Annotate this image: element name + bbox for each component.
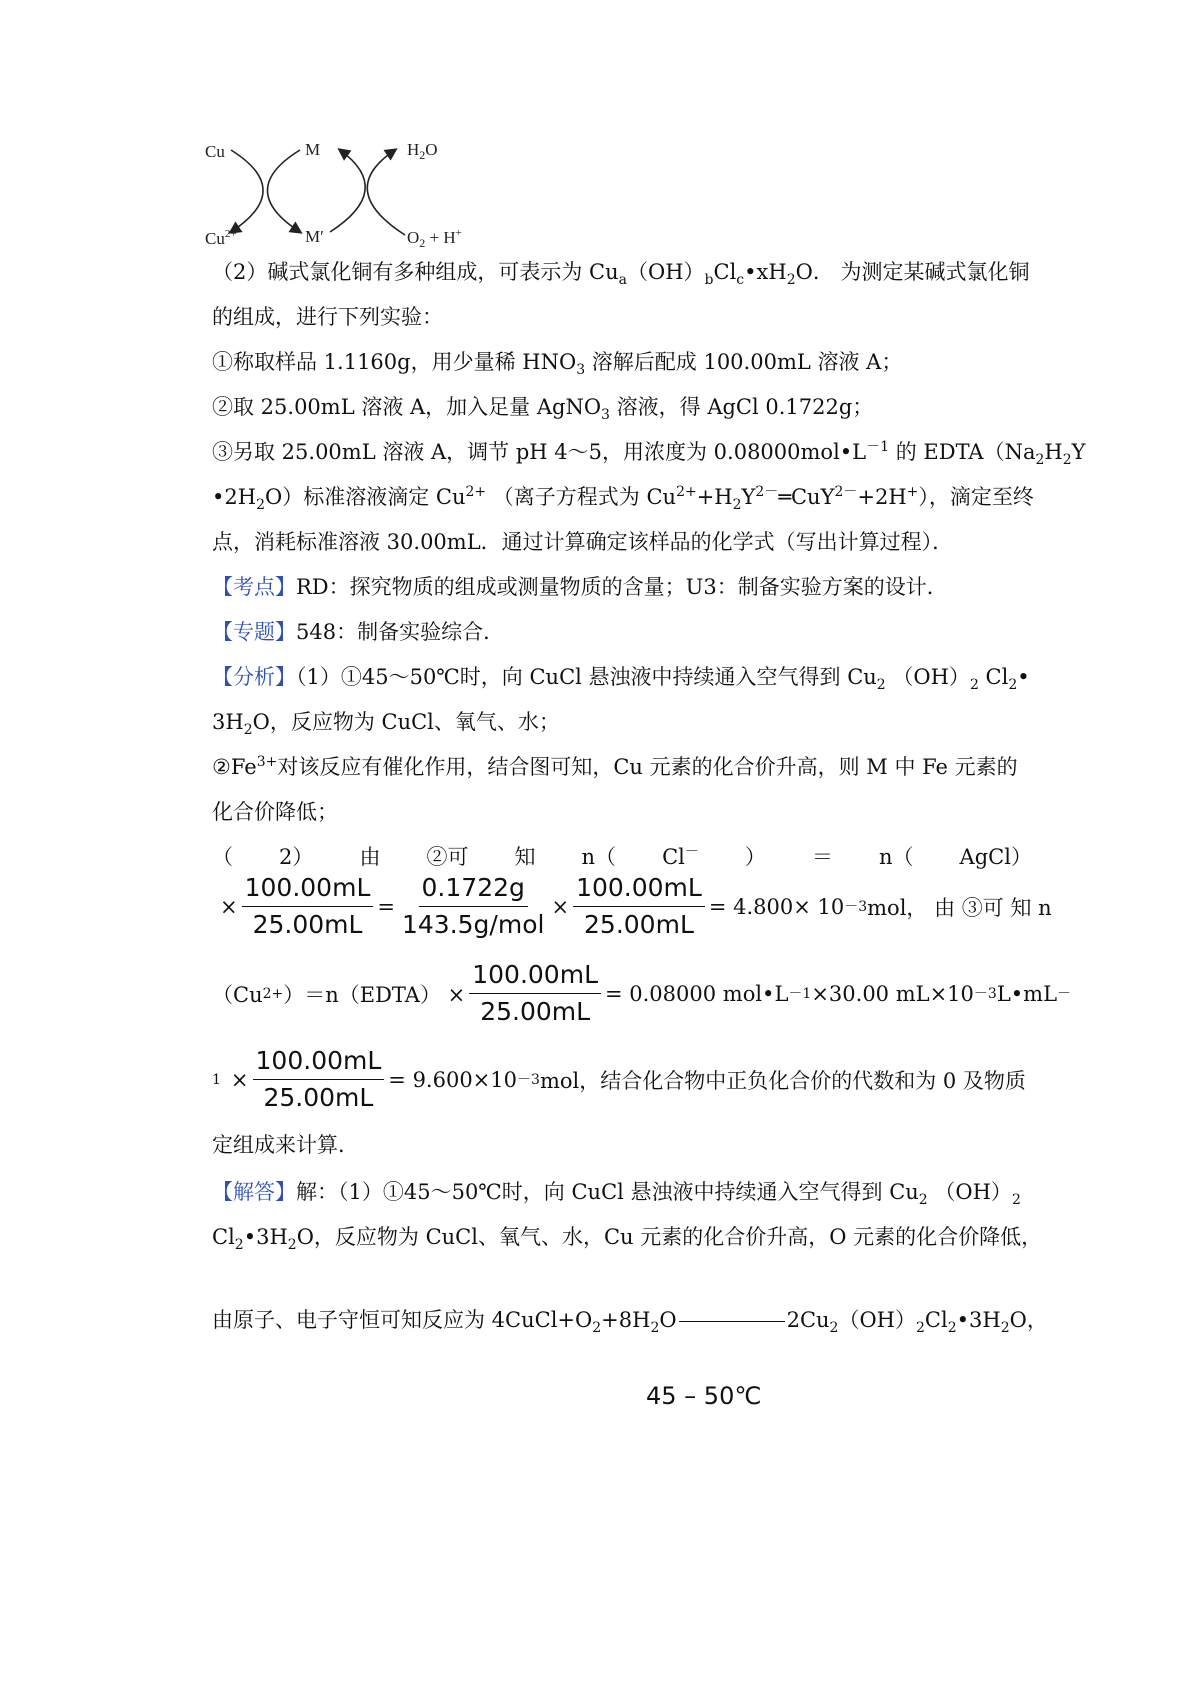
text-line: ①称取样品 1.1160g，用少量稀 $HNO_3$ 溶解后配成 100.00mL 溶液 A； — [212, 350, 903, 379]
fraction: $\frac{100.00mL}{25.00mL}$ — [253, 1043, 385, 1116]
equation-line-1: × $\frac{100.00mL}{25.00mL}$ = $\frac{0.1722g}{\text{143.5g/mol}}$ × $\frac{100.00mL}{25.00mL}$ = 4.800× 10 －3 mol， 由 ③可 知 n — [212, 870, 1032, 943]
catalytic-cycle-diagram — [205, 140, 505, 270]
equation-line-2: （Cu 2+ ）＝n（EDTA） × $\frac{100.00mL}{25.00mL}$ = 0.08000 mol•L －1 ×30.00 mL×10 －3 L•mL － — [212, 957, 1032, 1030]
label-o2-h: $O_2 + H^+$ — [407, 227, 462, 250]
arc-cu-to-cu2plus — [231, 150, 263, 232]
jieda-line: 【解答】解：（1）①45～50℃时，向 CuCl 悬浊液中持续通入空气得到 $Cu_2$ $(OH)_2$ — [212, 1180, 1021, 1209]
text-line: 化合价降低； — [212, 800, 338, 824]
label-m-prime: M′ — [305, 227, 324, 246]
label-m: M — [305, 140, 321, 159]
fraction: $\frac{100.00mL}{25.00mL}$ — [242, 870, 374, 943]
reaction-arrow-line — [679, 1321, 785, 1322]
arc-o2-to-h2o — [367, 150, 405, 235]
text-line: $•2H_2O$）标准溶液滴定 $Cu^{2+}$ （离子方程式为 $Cu^{2+}+H_2Y^{2-}═CuY^{2-}+2H^+$），滴定至终 — [212, 484, 1034, 514]
zhuanti-line: 【专题】548：制备实验综合． — [212, 620, 505, 644]
fraction: $\frac{100.00mL}{25.00mL}$ — [573, 870, 705, 943]
kaodian-tag: 【考点】 — [212, 575, 296, 599]
text-line: 的组成，进行下列实验： — [212, 305, 443, 329]
text-line: $②Fe^{3+}$对该反应有催化作用，结合图可知，Cu 元素的化合价升高，则 M 中 Fe 元素的 — [212, 754, 1018, 779]
fraction: $\frac{100.00mL}{25.00mL}$ — [469, 957, 601, 1030]
arc-m-to-m-prime — [268, 150, 301, 232]
text-line: $Cl_2•3H_2O$，反应物为 CuCl、氧气、水，Cu 元素的化合价升高，O 元素的化合价降低， — [212, 1225, 1043, 1254]
fenxi-tag: 【分析】 — [212, 665, 296, 689]
jieda-tag: 【解答】 — [212, 1180, 296, 1204]
text-line: 定组成来计算． — [212, 1133, 359, 1157]
text-line: ③另取 25.00mL 溶液 A，调节 pH 4～5，用浓度为 $0.08000mol•L^{-1}$ 的 $EDTA(Na_2H_2Y$ — [212, 439, 1086, 469]
fraction: $\frac{0.1722g}{\text{143.5g/mol}}$ — [399, 870, 547, 943]
fenxi-line: 【分析】（1）①45～50℃时，向 CuCl 悬浊液中持续通入空气得到 $Cu_2$ $(OH)_2$ $Cl_2•$ — [212, 665, 1030, 694]
label-h2o: $H_2O$ — [407, 140, 438, 162]
label-cu2plus: $Cu^{2+}$ — [205, 228, 237, 248]
text-line: $3H_2O$，反应物为 CuCl、氧气、水； — [212, 710, 560, 739]
text-line: ②取 25.00mL 溶液 A，加入足量 AgNO$_3$ 溶液，得 AgCl 0.1722g； — [212, 395, 874, 424]
zhuanti-tag: 【专题】 — [212, 620, 296, 644]
spread-line: （ 2） 由 ②可 知 n（ Cl－ ） ＝ n（ AgCl） — [212, 844, 1032, 869]
arc-m-prime-to-m — [330, 150, 365, 232]
reaction-condition: 45 – 50℃ — [646, 1382, 762, 1410]
label-cu: Cu — [205, 142, 225, 161]
equation-line-3: 1 × $\frac{100.00mL}{25.00mL}$ = 9.600×10 －3 mol，结合化合物中正负化合价的代数和为 0 及物质 — [212, 1043, 1032, 1116]
kaodian-line: 【考点】RD：探究物质的组成或测量物质的含量；U3：制备实验方案的设计． — [212, 575, 948, 599]
text-line: （2）碱式氯化铜有多种组成，可表示为 $Cu_a(OH)_bCl_c•xH_2O$． 为测定某碱式氯化铜 — [212, 260, 1030, 289]
reaction-line: 由原子、电子守恒可知反应为 $4CuCl+O_2+8H_2O$ $2Cu_2(OH)_2Cl_2•3H_2O$， — [212, 1308, 1048, 1337]
text-line: 点，消耗标准溶液 30.00mL．通过计算确定该样品的化学式（写出计算过程）． — [212, 530, 954, 554]
